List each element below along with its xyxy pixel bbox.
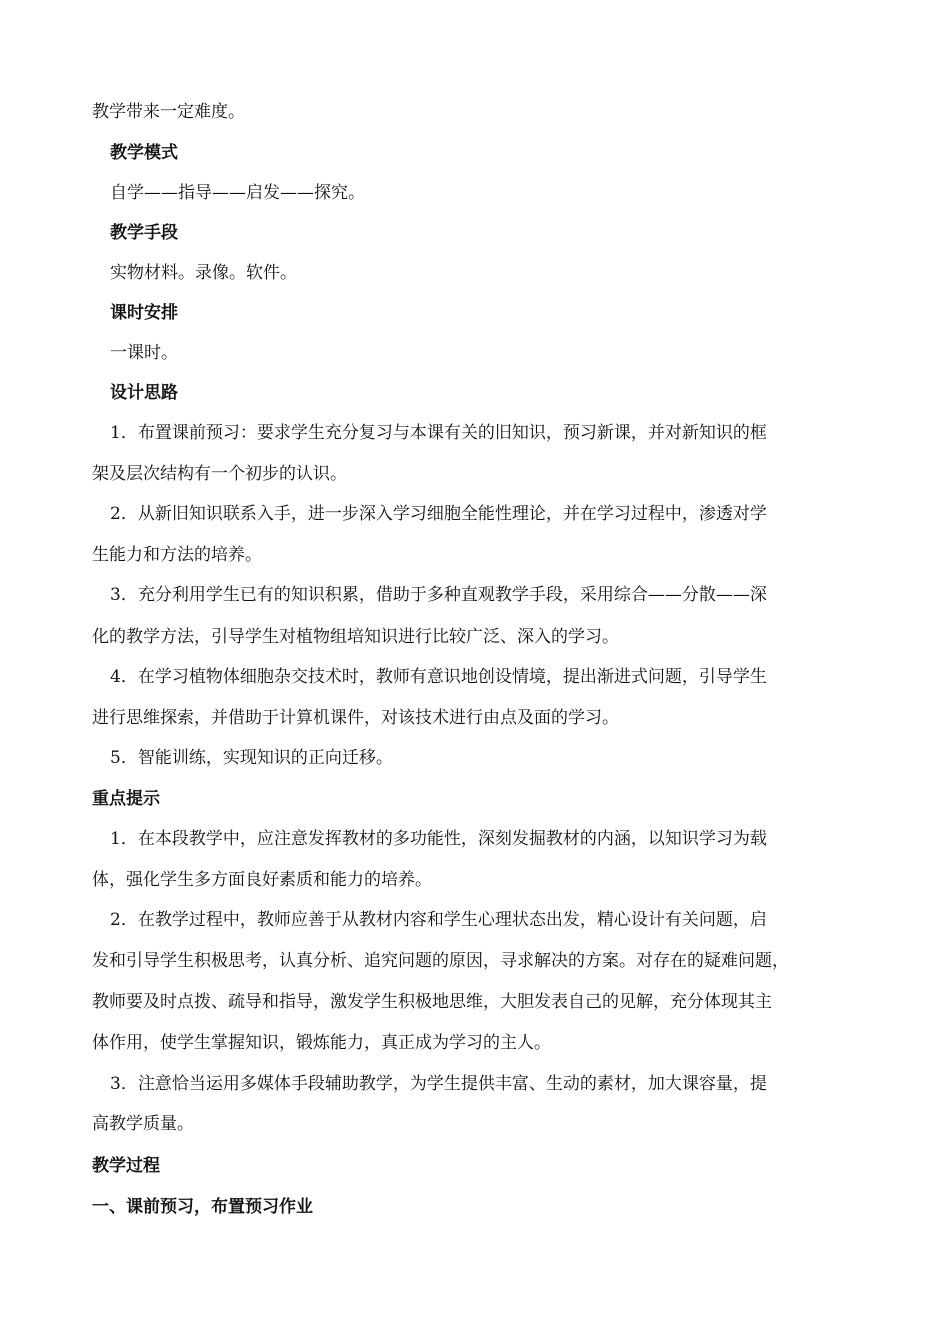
schedule-heading: 课时安排 (110, 303, 178, 323)
design-item-1-line2: 架及层次结构有一个初步的认识。 (92, 464, 347, 484)
design-item-4-line1: 4．在学习植物体细胞杂交技术时，教师有意识地创设情境，提出渐进式问题，引导学生 (110, 667, 767, 687)
teaching-model-heading: 教学模式 (110, 143, 178, 163)
key-point-2-line3: 教师要及时点拨、疏导和指导，激发学生积极地思维，大胆发表自己的见解，充分体现其主 (92, 992, 772, 1012)
teaching-means-heading: 教学手段 (110, 223, 178, 243)
schedule-text: 一课时。 (110, 343, 178, 363)
design-item-2-line2: 生能力和方法的培养。 (92, 545, 262, 565)
design-item-3-line1: 3．充分利用学生已有的知识积累，借助于多种直观教学手段，采用综合——分散——深 (110, 585, 767, 605)
key-point-2-line1: 2．在教学过程中，教师应善于从教材内容和学生心理状态出发，精心设计有关问题，启 (110, 910, 767, 930)
design-item-2-line1: 2．从新旧知识联系入手，进一步深入学习细胞全能性理论，并在学习过程中，渗透对学 (110, 504, 767, 524)
key-point-1-line1: 1．在本段教学中，应注意发挥教材的多功能性，深刻发掘教材的内涵，以知识学习为载 (110, 829, 767, 849)
design-item-4-line2: 进行思维探索，并借助于计算机课件，对该技术进行由点及面的学习。 (92, 708, 619, 728)
section-1-heading: 一、课前预习，布置预习作业 (92, 1197, 313, 1217)
design-item-1-line1: 1．布置课前预习：要求学生充分复习与本课有关的旧知识，预习新课，并对新知识的框 (110, 423, 767, 443)
design-heading: 设计思路 (110, 383, 178, 403)
teaching-model-text: 自学——指导——启发——探究。 (110, 183, 365, 203)
key-point-1-line2: 体，强化学生多方面良好素质和能力的培养。 (92, 870, 432, 890)
teaching-means-text: 实物材料。录像。软件。 (110, 263, 297, 283)
intro-tail-text: 教学带来一定难度。 (92, 102, 245, 122)
design-item-3-line2: 化的教学方法，引导学生对植物组培知识进行比较广泛、深入的学习。 (92, 627, 619, 647)
design-item-5-line1: 5．智能训练，实现知识的正向迁移。 (110, 748, 393, 768)
key-point-3-line2: 高教学质量。 (92, 1114, 194, 1134)
key-point-2-line2: 发和引导学生积极思考，认真分析、追究问题的原因，寻求解决的方案。对存在的疑难问题， (92, 951, 789, 971)
teaching-process-heading: 教学过程 (92, 1156, 160, 1176)
key-point-3-line1: 3．注意恰当运用多媒体手段辅助教学，为学生提供丰富、生动的素材，加大课容量，提 (110, 1074, 767, 1094)
key-points-heading: 重点提示 (92, 789, 160, 809)
key-point-2-line4: 体作用，使学生掌握知识，锻炼能力，真正成为学习的主人。 (92, 1033, 551, 1053)
